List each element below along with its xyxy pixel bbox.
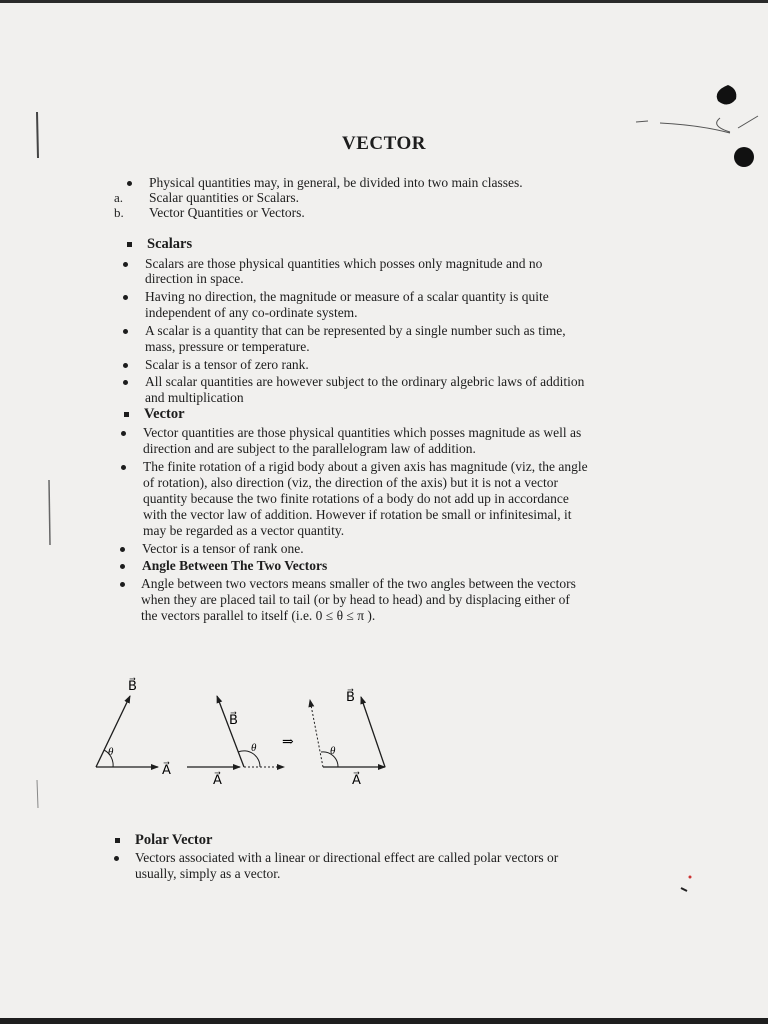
vector-point-2-line-2: of rotation), also direction (viz, the direction of the axis) but it is not a vector [143, 475, 559, 490]
scalar-point-3-line-2: mass, pressure or temperature. [145, 339, 310, 354]
diagram-figure-3 [310, 689, 385, 787]
vector-point-2-line-4: with the vector law of addition. However if rotation be small or infinitesimal, it [143, 507, 572, 522]
list-item: Vector Quantities or Vectors. [149, 205, 305, 220]
scalar-point-5-line-2: and multiplication [145, 390, 244, 405]
diagram-figure-2 [187, 696, 284, 787]
section-heading-scalars: Scalars [147, 236, 193, 252]
vector-point-1-line-1: Vector quantities are those physical quantities which posses magnitude as well as [143, 425, 582, 440]
vector-a-label: A⃗ [213, 772, 222, 787]
page-bottom-edge [0, 1018, 768, 1024]
scalar-point-4: Scalar is a tensor of zero rank. [145, 357, 309, 372]
scalar-point-1-line-2: direction in space. [145, 271, 244, 286]
scalar-point-5-line-1: All scalar quantities are however subject to the ordinary algebric laws of addition [145, 374, 585, 389]
vector-point-2-line-5: may be regarded as a vector quantity. [143, 523, 345, 538]
theta-label: θ [330, 745, 336, 757]
vector-point-2-line-1: The finite rotation of a rigid body about a given axis has magnitude (viz, the angle [143, 459, 588, 474]
vector-point-2-line-3: quantity because the two finite rotations of a body do not add up in accordance [143, 491, 569, 506]
intro-line: Physical quantities may, in general, be divided into two main classes. [149, 175, 523, 190]
vector-b-label: B⃗ [128, 678, 137, 693]
displaced-vector-b [310, 700, 323, 767]
polar-point-line-2: usually, simply as a vector. [135, 866, 281, 881]
theta-label: θ [108, 746, 114, 758]
vector-b-arrow [217, 696, 244, 767]
list-marker: a. [114, 190, 124, 205]
implies-arrow: ⇒ [282, 735, 294, 750]
page-title: VECTOR [342, 133, 426, 154]
vector-a-label: A⃗ [352, 772, 361, 787]
list-marker: b. [114, 205, 124, 220]
diagram-figure-1 [96, 678, 171, 777]
angle-point-line-3: the vectors parallel to itself (i.e. 0 ≤ θ ≤ π ). [141, 608, 376, 623]
scalar-point-1-line-1: Scalars are those physical quantities which posses only magnitude and no [145, 256, 543, 271]
vector-b-label: B⃗ [229, 712, 238, 727]
theta-label: θ [251, 742, 257, 754]
bullet [114, 856, 119, 861]
vector-b-arrow [361, 697, 385, 767]
square-bullet [115, 838, 120, 843]
angle-point-line-1: Angle between two vectors means smaller of the two angles between the vectors [141, 576, 576, 591]
section-heading-angle: Angle Between The Two Vectors [142, 558, 328, 573]
section-heading-polar: Polar Vector [135, 832, 213, 848]
scalar-point-2-line-1: Having no direction, the magnitude or measure of a scalar quantity is quite [145, 289, 549, 304]
polar-point-line-1: Vectors associated with a linear or directional effect are called polar vectors or [135, 850, 559, 865]
scalar-point-3-line-1: A scalar is a quantity that can be represented by a single number such as time, [145, 323, 566, 338]
angle-point-line-2: when they are placed tail to tail (or by head to head) and by displacing either of [141, 592, 570, 607]
scalar-point-2-line-2: independent of any co-ordinate system. [145, 305, 358, 320]
vector-b-label: B⃗ [346, 689, 355, 704]
vector-a-label: A⃗ [162, 762, 171, 777]
list-item: Scalar quantities or Scalars. [149, 190, 299, 205]
vector-point-3: Vector is a tensor of rank one. [142, 541, 304, 556]
section-heading-vector: Vector [144, 406, 185, 422]
vector-point-1-line-2: direction and are subject to the parallelogram law of addition. [143, 441, 476, 456]
